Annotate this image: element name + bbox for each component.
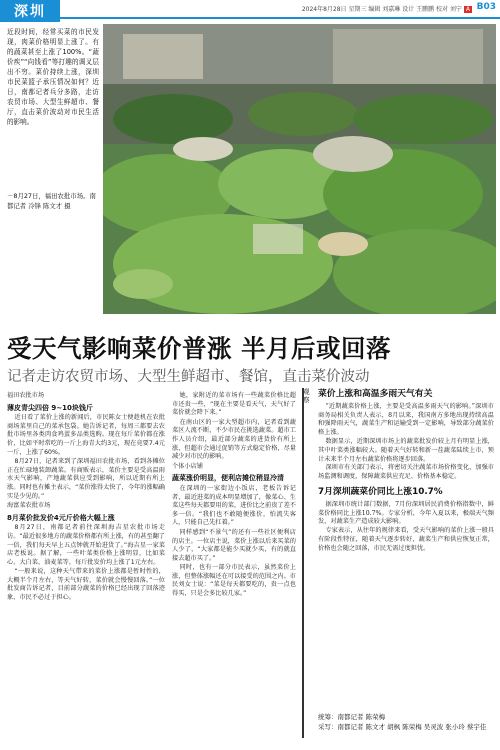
paragraph: 8月27日，南都记者前往深圳海吉星农批市场走访。“最近很多地方的蔬菜价格都有所上涨，有的甚至翻了一倍，我们每天早上五点钟就开始进货了。”海吉星一家菜店老板说。据了解，一些叶菜类价格上涨明显，比如菜心、大白菜、油麦菜等，每斤批发价均上涨了1元左右。 (7, 524, 165, 566)
credit-line: 采写：南都记者 陈文才 胡枫 陈荣梅 吴灵波 张小玲 蔡宇佳 (318, 722, 487, 731)
paragraph: 数据显示，近期深圳市场上的蔬菜批发价较上月有明显上涨，其中叶菜类涨幅较大。随着天气好转和新一茬蔬菜陆续上市，预计未来半个月左右蔬菜价格将逐步回落。 (318, 437, 494, 463)
section-heading: 8月菜价批发价4元斤价格大幅上涨 (7, 513, 115, 522)
paragraph: 同时，也有一部分市民表示，虽然菜价上涨，但整体涨幅还在可以接受的范围之内。市民刘女士说：“菜是每天都要吃的，贵一点也得买，只是会多比较几家。” (172, 564, 296, 598)
paragraph: 8月27日，记者来到了深圳福田农批市场，看到各摊位正在忙碌地装卸蔬菜。有商贩表示，菜价主要是受高温雨水天气影响，产地蔬菜供应受到影响，所以近期有所上涨。同时也有摊主表示，“菜价涨得太快了，今年的涨幅确实是少见的。” (7, 458, 165, 500)
paragraph: 近日看了菜价上涨的新闻后，市民陈女士便趁机在农批商场菜里自己的菜承包袋。她告诉记者，每周三都要去农批市场里各类肉食鸡蛋多品类选购。现在每斤菜价都在涨价，比如平时常吃的一斤上海青大约3元，现在竟要7.4元一斤，上涨了60%。 (7, 414, 165, 456)
paragraph: 专家表示，从往年的规律来看，受天气影响的菜价上涨一般具有阶段性特征，随着天气逐步转好，蔬菜生产和供应恢复正常，价格也会随之回落，市民无需过度担忧。 (318, 527, 494, 552)
header-meta (302, 4, 472, 13)
photo-caption: 近段时间，经常买菜的市民发现，肉菜价格明显上涨了。有的蔬菜甚至上涨了100%。“蔬价疾”“向钱看”等打趣的调叉层出不穷。菜价持续上涨，深圳市民菜篮子承压情况如何？近日，南都记者兵分多路，走访农贸市场、大型生鲜超市、餐厅，直击菜价波动对市民生活的影响。 (7, 28, 99, 126)
section-heading: 蔬菜涨价明显，便利店摊位稍显冷清 (172, 474, 284, 483)
section-heading: 薄皮青尖四倍 9~10块钱斤 (7, 403, 93, 412)
page-header (0, 0, 500, 20)
analysis-column (318, 390, 494, 554)
paragraph: 据深圳市统计部门数据，7月份深圳居民消费价格指数中，鲜菜价格同比上涨10.7%。专家分析，今年入夏以来，极端天气频发，对蔬菜生产造成较大影响。 (318, 500, 494, 526)
article-column-1 (7, 392, 165, 604)
market-photo-illustration (103, 24, 496, 314)
article-column-2 (172, 392, 296, 600)
section-label: 海富菜农批市场 (7, 502, 51, 510)
paragraph: 同样感到“不景气”的还有一些社区便利店的店主。一位店主说，菜价上涨以后来买菜的人少了，“大家都是能少买就少买，有的就直接去超市买了。” (172, 528, 296, 562)
credits (318, 713, 494, 732)
column-tag: 观察 (303, 388, 310, 404)
analysis-heading: 菜价上涨和高温多雨天气有关 (318, 389, 433, 399)
column-divider (302, 388, 304, 738)
paragraph: 在南山区的一家大型超市内，记者看到蔬菜区人流不断，不少市民在挑选蔬菜。超市工作人员介绍，最近部分蔬菜的进货价有所上涨，但超市会通过促销等方式稳定价格，尽量减少对市民的影响。 (172, 418, 296, 461)
analysis-heading: 7月深圳蔬菜价同比上涨10.7% (318, 486, 443, 497)
photo-credit: －8月27日，福田农批市场。南都记者 冷锋 陈文才 摄 (7, 192, 96, 210)
credit-line: 统筹：南都记者 陈荣梅 (318, 713, 386, 721)
paragraph: 深圳市有关部门表示，将密切关注蔬菜市场价格变化，加强市场监测和调度，保障蔬菜供应充足、价格基本稳定。 (318, 464, 494, 481)
section-label: 个体小店铺 (172, 462, 203, 470)
section-tag: 深圳 (0, 0, 60, 22)
subheadline: 记者走访农贸市场、大型生鲜超市、餐馆，直击菜价波动 (7, 369, 370, 385)
editor-mark: A (465, 6, 470, 13)
paragraph: 她，家附近的菜市场有一些蔬菜价格比超市还贵一些，“现在主要是看天气，天气好了菜价就会降下来。” (172, 392, 296, 417)
paragraph: “近期蔬菜价格上涨，主要是受高温多雨天气的影响。”深圳市商务局相关负责人表示，8月以来，我国南方多地出现持续高温和强降雨天气，蔬菜生产和运输受到一定影响，导致部分蔬菜价格上涨。 (318, 402, 494, 437)
section-label: 福田农批市场 (7, 392, 45, 399)
date-line: 2024年8月28日 星期三 编辑 刘嘉琳 设计 王鹏鹏 校对 刘宁 (301, 6, 462, 13)
headline: 受天气影响菜价普涨 半月后或回落 (7, 334, 392, 363)
paragraph: “一般来说，这种天气带来的菜价上涨都是暂时性的，大概半个月左右，等天气好转，菜价就会慢慢回落。”一位批发商告诉记者，目前部分蔬菜的价格已经出现了回落迹象，市民不必过于担心。 (7, 568, 165, 602)
market-photo (103, 24, 496, 314)
page-number: B03 (476, 2, 496, 12)
header-rule (60, 17, 500, 19)
paragraph: 在深圳的一家街边小饭店，老板告诉记者，最近进菜的成本明显增加了，像菜心、生菜这些每天都要用的菜，进价比之前贵了差不多一倍。“我们也不敢随便涨价，怕流失客人，只能自己先扛着。” (172, 484, 296, 527)
